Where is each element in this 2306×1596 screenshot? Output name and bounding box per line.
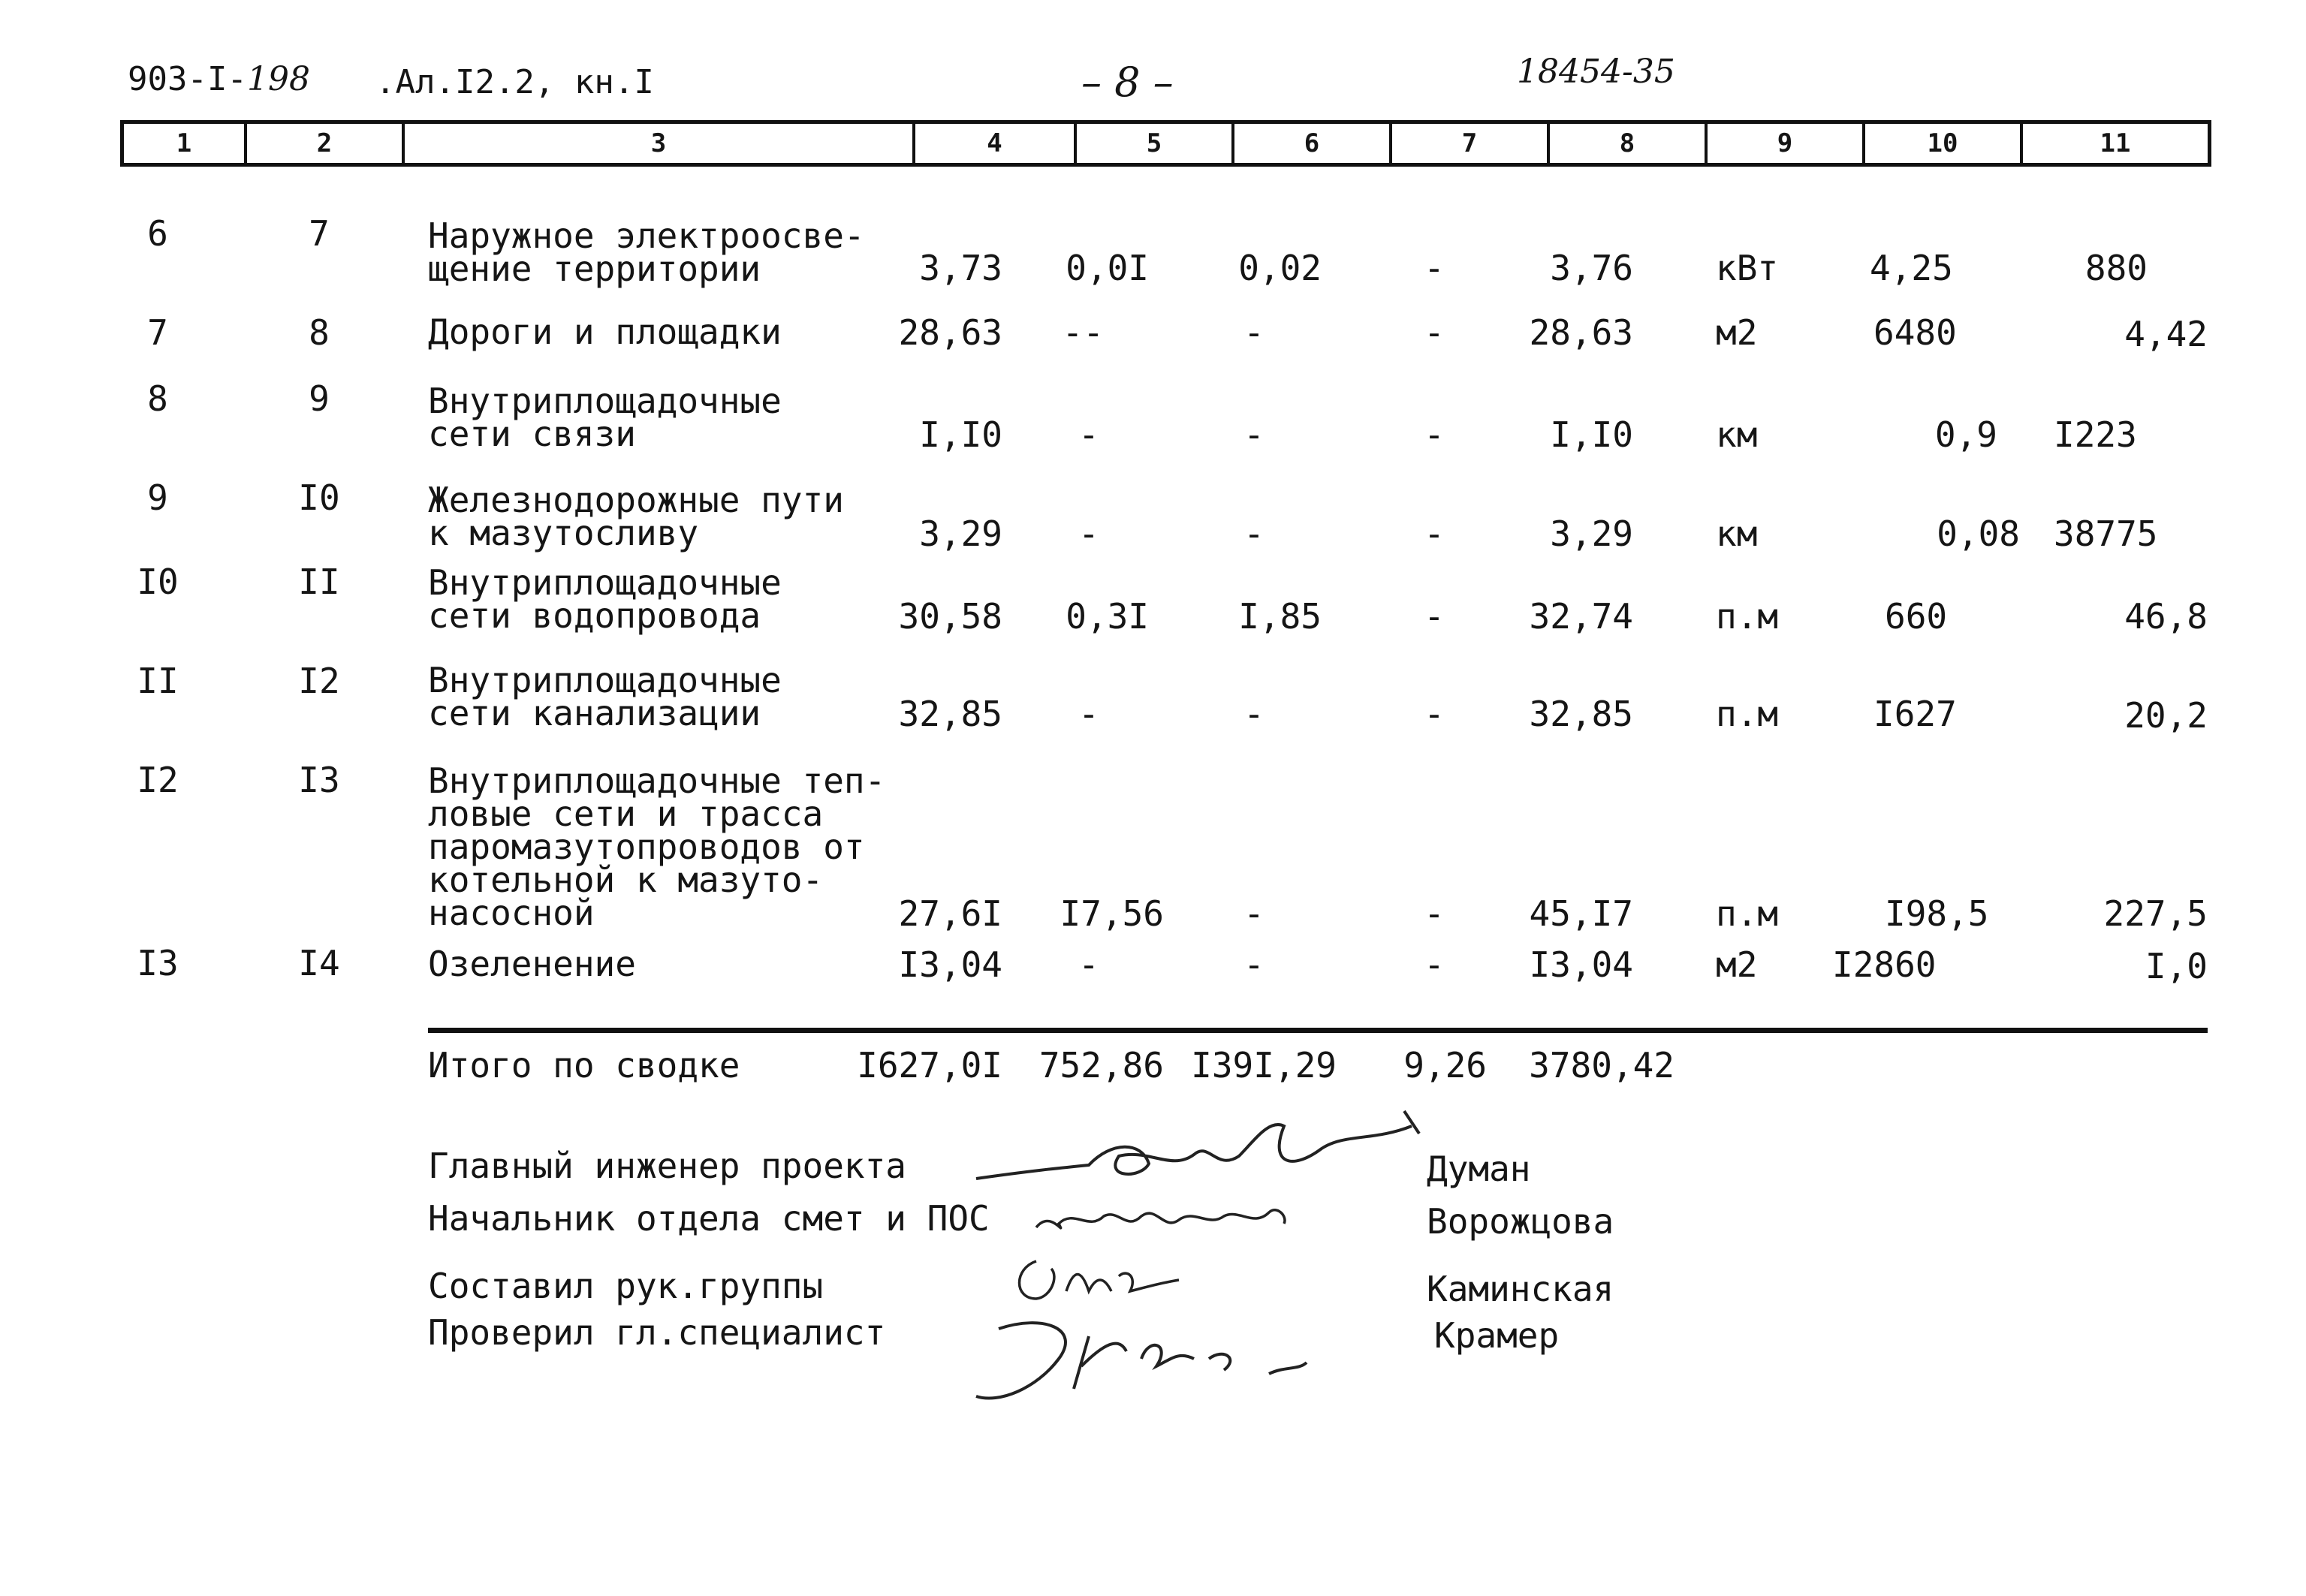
column-header-10: 10 <box>1862 124 2020 163</box>
signature-name: Крамер <box>1434 1315 1560 1356</box>
cost-col6: 0,02 <box>1238 248 1322 288</box>
unit: п.м <box>1716 694 1779 734</box>
cost-col5: - <box>1078 944 1099 985</box>
cost-col5: I7,56 <box>1060 893 1164 934</box>
row-number: I0 <box>137 562 179 602</box>
cost-col4: 3,29 <box>919 513 1002 554</box>
quantity: 4,25 <box>1870 248 1953 288</box>
doc-code-typed: 903-I- <box>128 60 247 98</box>
item-name: Внутриплощадочные теп- ловые сети и трасса паромазутопроводов от котельной к мазуто- насосной <box>428 760 886 933</box>
cost-col5: - <box>1078 694 1099 734</box>
column-header-6: 6 <box>1231 124 1389 163</box>
signature-role: Начальник отдела смет и ПОС <box>428 1198 990 1239</box>
unit-cost: 227,5 <box>2103 893 2208 934</box>
column-header-2: 2 <box>244 124 402 163</box>
unit-cost: I223 <box>2054 414 2137 455</box>
column-header-3: 3 <box>402 124 912 163</box>
unit-cost: 38775 <box>2054 513 2158 554</box>
item-name: Озеленение <box>428 944 636 984</box>
item-name: Железнодорожные пути к мазутосливу <box>428 480 844 553</box>
cost-col6: - <box>1243 312 1265 353</box>
cost-col8: 32,85 <box>1529 694 1633 734</box>
unit: п.м <box>1716 893 1779 934</box>
doc-code-handwritten: 198 <box>246 60 310 98</box>
item-number: 7 <box>309 213 330 254</box>
total-divider <box>428 1028 2208 1033</box>
item-number: I3 <box>298 760 340 800</box>
row-number: 7 <box>147 312 168 353</box>
row-number: 9 <box>147 477 168 518</box>
signature-name: Думан <box>1427 1149 1531 1189</box>
row-number: I2 <box>137 760 179 800</box>
signature-role: Проверил гл.специалист <box>428 1312 886 1353</box>
item-name: Внутриплощадочные сети канализации <box>428 660 782 733</box>
item-name: Наружное электроосве- щение территории <box>428 215 865 289</box>
column-header-9: 9 <box>1705 124 1862 163</box>
cost-col8: 28,63 <box>1529 312 1633 353</box>
row-number: 6 <box>147 213 168 254</box>
item-number: I4 <box>298 943 340 983</box>
quantity: 0,9 <box>1934 414 1997 455</box>
item-name: Дороги и площадки <box>428 312 782 352</box>
unit-cost: I,0 <box>2145 946 2208 986</box>
cost-col7: - <box>1424 312 1445 353</box>
cost-col5: 0,3I <box>1066 596 1149 637</box>
cost-col7: - <box>1424 513 1445 554</box>
column-header-7: 7 <box>1389 124 1547 163</box>
cost-col7: - <box>1424 944 1445 985</box>
signature-role: Главный инженер проекта <box>428 1146 906 1186</box>
item-number: II <box>298 562 340 602</box>
cost-col8: 3,76 <box>1550 248 1633 288</box>
signature-scribble-chief-specialist <box>954 1306 1344 1419</box>
row-number: II <box>137 661 179 701</box>
unit-cost: 20,2 <box>2124 695 2208 736</box>
unit: м2 <box>1716 312 1758 353</box>
cost-col4: I,I0 <box>919 414 1002 455</box>
signature-name: Ворожцова <box>1427 1201 1614 1242</box>
quantity: I98,5 <box>1885 893 1989 934</box>
signature-role: Составил рук.группы <box>428 1266 824 1306</box>
cost-col8: 32,74 <box>1529 596 1633 637</box>
cost-col5: - <box>1078 513 1099 554</box>
cost-col4: 27,6I <box>898 893 1002 934</box>
unit: км <box>1716 513 1758 554</box>
column-header-1: 1 <box>176 128 192 158</box>
quantity: 0,08 <box>1937 513 2020 554</box>
cost-col4: 30,58 <box>898 596 1002 637</box>
cost-col4: 32,85 <box>898 694 1002 734</box>
unit: п.м <box>1716 596 1779 637</box>
cost-col7: - <box>1424 414 1445 455</box>
signature-scribble-group-lead <box>1006 1246 1201 1314</box>
cost-col5: 0,0I <box>1066 248 1149 288</box>
cost-col7: - <box>1424 248 1445 288</box>
cost-col4: 3,73 <box>919 248 1002 288</box>
unit-cost: 4,42 <box>2124 314 2208 354</box>
cost-col7: - <box>1424 694 1445 734</box>
signature-name: Каминская <box>1427 1269 1614 1309</box>
page-number: – 8 – <box>1081 59 1174 106</box>
quantity: I2860 <box>1832 944 1937 985</box>
total-col7: 9,26 <box>1403 1045 1487 1086</box>
item-name: Внутриплощадочные сети связи <box>428 381 782 454</box>
cost-col5: - <box>1078 414 1099 455</box>
item-number: 9 <box>309 378 330 419</box>
cost-col7: - <box>1424 596 1445 637</box>
signature-scribble-estimates-head <box>1029 1186 1299 1246</box>
cost-col4: I3,04 <box>898 944 1002 985</box>
cost-col6: I,85 <box>1238 596 1322 637</box>
cost-col6: - <box>1243 694 1265 734</box>
cost-col6: - <box>1243 513 1265 554</box>
item-number: 8 <box>309 312 330 353</box>
unit-cost: 880 <box>2084 248 2148 288</box>
item-name: Внутриплощадочные сети водопровода <box>428 562 782 636</box>
cost-col6: - <box>1243 944 1265 985</box>
column-header-11: 11 <box>2020 124 2208 163</box>
cost-col6: - <box>1243 414 1265 455</box>
total-label: Итого по сводке <box>428 1045 740 1086</box>
cost-col6: - <box>1243 893 1265 934</box>
total-col6: I39I,29 <box>1191 1045 1337 1086</box>
quantity: 6480 <box>1873 312 1957 353</box>
cost-col7: - <box>1424 893 1445 934</box>
row-number: 8 <box>147 378 168 419</box>
unit: км <box>1716 414 1758 455</box>
cost-col4: 28,63 <box>898 312 1002 353</box>
cost-col8: I3,04 <box>1529 944 1633 985</box>
cost-col8: 3,29 <box>1550 513 1633 554</box>
cost-col8: I,I0 <box>1550 414 1633 455</box>
item-number: I2 <box>298 661 340 701</box>
row-number: I3 <box>137 943 179 983</box>
column-header-8: 8 <box>1547 124 1705 163</box>
column-header-row <box>120 120 2211 167</box>
total-col5: 752,86 <box>1038 1045 1164 1086</box>
doc-code <box>128 60 310 98</box>
signature-scribble-chief-engineer <box>969 1096 1434 1201</box>
item-number: I0 <box>298 477 340 518</box>
column-header-5: 5 <box>1074 124 1231 163</box>
column-header-4: 4 <box>912 124 1074 163</box>
album-reference: .Ал.I2.2, кн.I <box>375 63 654 101</box>
unit: кВт <box>1716 248 1779 288</box>
unit-cost: 46,8 <box>2124 596 2208 637</box>
total-col4: I627,0I <box>857 1045 1002 1086</box>
cost-col5: -- <box>1062 312 1104 353</box>
quantity: 660 <box>1885 596 1948 637</box>
unit: м2 <box>1716 944 1758 985</box>
archive-number: 18454-35 <box>1517 53 1675 91</box>
quantity: I627 <box>1873 694 1957 734</box>
total-col8: 3780,42 <box>1529 1045 1674 1086</box>
cost-col8: 45,I7 <box>1529 893 1633 934</box>
